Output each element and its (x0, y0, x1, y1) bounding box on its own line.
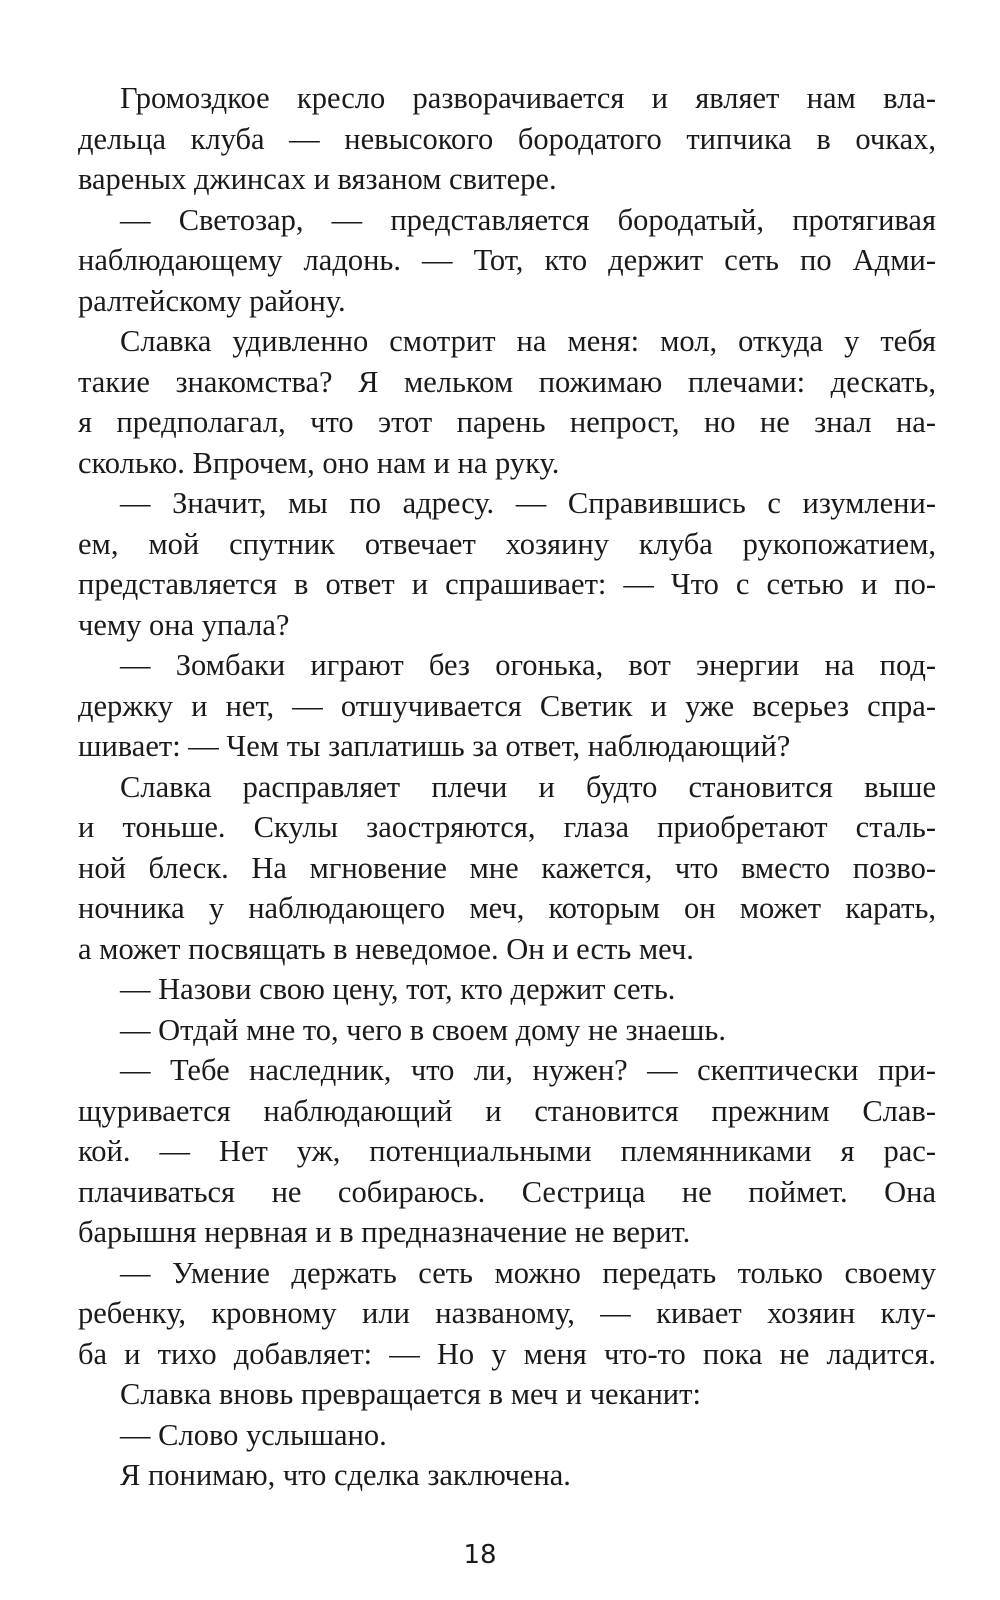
text-line: шивает: — Чем ты заплатишь за ответ, наблюдающий? (78, 729, 791, 763)
page-number: 18 (463, 1540, 497, 1570)
text-line: — Слово услышано. (120, 1417, 387, 1452)
text-line: плачиваться не собираюсь. Сестрица не поймет. Она (78, 1174, 936, 1209)
text-line: ночника у наблюдающего меч, которым он может карать, (78, 891, 936, 925)
text-line: дельца клуба — невысокого бородатого типчика в очках, (78, 121, 936, 156)
text-line: Славка расправляет плечи и будто становится выше (120, 769, 936, 804)
text-line: — Зомбаки играют без огонька, вот энергии на под- (120, 648, 936, 682)
text-line: такие знакомства? Я мельком пожимаю плечами: дескать, (78, 364, 936, 399)
text-line: ралтейскому району. (78, 283, 346, 318)
text-line: ребенку, кровному или названому, — кивает хозяин клу- (78, 1296, 936, 1330)
text-line: ба и тихо добавляет: — Но у меня что-то пока не ладится. (78, 1336, 936, 1371)
text-line: — Назови свою цену, тот, кто держит сеть. (120, 972, 676, 1006)
text-line: ной блеск. На мгновение мне кажется, что вместо позво- (78, 850, 936, 885)
text-line: Славка вновь превращается в меч и чеканит: (120, 1377, 701, 1411)
text-line: — Светозар, — представляется бородатый, протягивая (120, 202, 936, 237)
text-line: щуривается наблюдающий и становится прежним Слав- (78, 1093, 936, 1128)
text-line: ем, мой спутник отвечает хозяину клуба рукопожатием, (78, 526, 936, 561)
text-line: сколько. Впрочем, оно нам и на руку. (78, 445, 560, 480)
text-line: кой. — Нет уж, потенциальными племянниками я рас- (78, 1134, 936, 1168)
text-line: наблюдающему ладонь. — Тот, кто держит сеть по Адми- (78, 243, 936, 277)
text-line: — Тебе наследник, что ли, нужен? — скептически при- (120, 1053, 936, 1087)
text-line: а может посвящать в неведомое. Он и есть меч. (78, 931, 694, 966)
text-line: я предполагал, что этот парень непрост, но не знал на- (78, 405, 936, 439)
text-line: — Отдай мне то, чего в своем дому не знаешь. (120, 1012, 726, 1047)
text-line: держку и нет, — отшучивается Светик и уже всерьез спра- (78, 688, 936, 723)
text-line: и тоньше. Скулы заостряются, глаза приобретают сталь- (78, 810, 936, 844)
text-line: — Значит, мы по адресу. — Справившись с изумлени- (120, 486, 936, 520)
text-line: чему она упала? (78, 607, 290, 642)
text-line: Я понимаю, что сделка заключена. (120, 1458, 571, 1492)
text-line: барышня нервная и в предназначение не верит. (78, 1215, 691, 1249)
text-line: Громоздкое кресло разворачивается и являет нам вла- (120, 81, 936, 115)
text-line: Славка удивленно смотрит на меня: мол, откуда у тебя (120, 324, 936, 358)
text-line: — Умение держать сеть можно передать только своему (120, 1255, 936, 1290)
page-body (78, 78, 936, 1496)
text-line: вареных джинсах и вязаном свитере. (78, 162, 557, 196)
text-line: представляется в ответ и спрашивает: — Что с сетью и по- (78, 567, 936, 601)
